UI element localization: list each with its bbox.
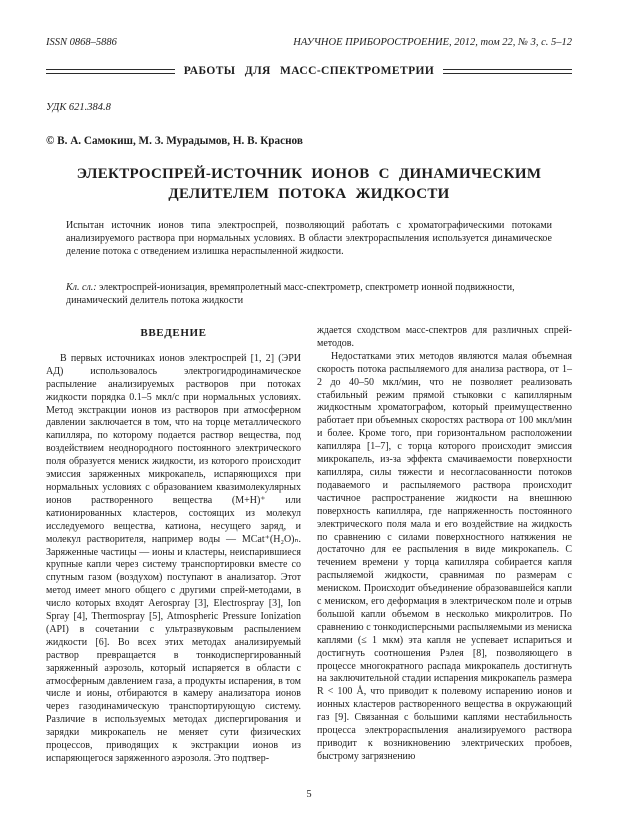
banner-rule-right <box>443 69 572 74</box>
page-number: 5 <box>306 789 312 800</box>
section-heading-introduction: ВВЕДЕНИЕ <box>140 327 207 340</box>
section-banner <box>46 65 572 77</box>
body-paragraph: Недостатками этих методов являются малая объемная скорость потока распыляемого для анализа раствора, от 1–2 до 40–50 мкл/мин, что не позволяет реализовать стабильный режим прямой стыковки с капиллярным жидкостным хроматографом, который преимущественно работает при объемных скоростях раствора от 100 мкл/мин и более. Кроме того, при горизонтальном расположении капилляра [1–7], с торца которого происходит эмиссия микрокапель, из-за эффекта смачиваемости поверхности капилляра, силы тяжести и несогласованности потоков подаваемого и распыляемого раствора происходит частичное распространение жидкости на внешнюю поверхность капилляра, где напряженность постоянного электрического поля мала и его воздействие на жидкость по сравнению с силами поверхностного натяжения не достаточно для ее распыления в виде микрокапель. С течением времени у торца капилляра собирается капля распыляемой жидкости, сравнимая по размерам с мениском. Происходит объединение образовавшейся капли с мениском, его деформация в электрическом поле и отрыв большой капли объемом в несколько микролитров. По сравнению с тонкодисперсными распыляемыми из мениска каплями (≤ 1 мкм) эта капля не успевает испариться и достигнуть соотношения Рэлея [8], позволяющего в процессе многократного распада микрокапель достигнуть на заключительной стадии испарения микрокапель размера R < 100 Å, что приводит к полевому испарению ионов и ионных кластеров растворенного вещества в окружающий газ [9]. Связанная с большими каплями нестабильность процесса электрораспыления анализируемого раствора приводит к возникновению электрических пробоев, быстрому загрязнению <box>317 350 572 762</box>
body-paragraph: ждается сходством масс-спектров для различных спрей-методов. <box>317 325 572 349</box>
article-title-line1: ЭЛЕКТРОСПРЕЙ-ИСТОЧНИК ИОНОВ С ДИНАМИЧЕСКИМ <box>76 166 542 182</box>
section-banner-title: РАБОТЫ ДЛЯ МАСС-СПЕКТРОМЕТРИИ <box>183 65 435 77</box>
banner-rule-left <box>46 69 175 74</box>
keywords-text: электроспрей-ионизация, времяпролетный масс-спектрометр, спектрометр ионной подвижности, динамический делитель потока жидкости <box>66 281 515 306</box>
authors-line: © В. А. Самокиш, М. З. Мурадымов, Н. В. Краснов <box>46 135 303 147</box>
udc-code: УДК 621.384.8 <box>46 102 111 113</box>
body-columns <box>46 325 572 766</box>
article-title-line2: ДЕЛИТЕЛЕМ ПОТОКА ЖИДКОСТИ <box>168 186 450 202</box>
article-title <box>46 164 572 204</box>
left-column <box>46 325 301 766</box>
page-footer <box>0 789 618 800</box>
keywords-line <box>66 281 552 307</box>
right-column <box>317 325 572 766</box>
keywords-label: Кл. сл.: <box>66 281 100 293</box>
body-paragraph: В первых источниках ионов электроспрей [1, 2] (ЭРИ АД) использовалось электрогидродинамическое распыление анализируемых растворов при потоках жидкости порядка 0.1–5 мкл/с при нормальных условиях. Метод экстракции ионов из растворов при атмосферном давлении заключается в том, что на торце металлического капилляра, по которому подается раствор вещества, под воздействием неоднородного постоянного электрического поля образуется мениск жидкости, из которого происходит эмиссия заряженных микрокапель, испаряющихся при нормальных условиях с образованием квазимолекулярных ионов растворенного вещества (M+H)⁺ или катионированных кластеров, состоящих из молекул исследуемого вещества, катиона, несущего заряд, и молекул растворителя, например воды — MCat⁺(H₂O)ₙ. Заряженные частицы — ионы и кластеры, неиспарившиеся крупные капли через систему транспортировки вместе со спутным газом (воздухом) поступают в анализатор. Этот метод имеет много общего с другими спрей-методами, в число которых входят Aerospray [3], Electrospray [3], Ion Spray [4], Thermospray [5], Atmospheric Pressure Ionization (API) в сочетании с ультразвуковым распылением жидкости [6]. Во всех этих методах анализируемый раствор превращается в тонкодиспергированный заряженный аэрозоль, который испаряется в области с атмосферным давлением газа, а продукты испарения, в том числе и ионы, отбираются в камеру анализатора ионов через газодинамическую транспортирующую систему. Различие в используемых методах диспергирования и зарядки микрокапель не меняет сути физических процессов, приводящих к экстракции ионов из испаряющегося заряженного аэрозоля. Это подтвер- <box>46 352 301 765</box>
abstract-text: Испытан источник ионов типа электроспрей, позволяющий работать с хроматографическими потоками анализируемого раствора при нормальных условиях. В области электрораспыления используется динамическое деление потока с отведением излишка нераспыленной жидкости. <box>66 220 552 258</box>
running-head <box>46 36 572 49</box>
issn-label: ISSN 0868–5886 <box>46 37 117 48</box>
journal-citation: НАУЧНОЕ ПРИБОРОСТРОЕНИЕ, 2012, том 22, № 3, с. 5–12 <box>293 37 572 48</box>
